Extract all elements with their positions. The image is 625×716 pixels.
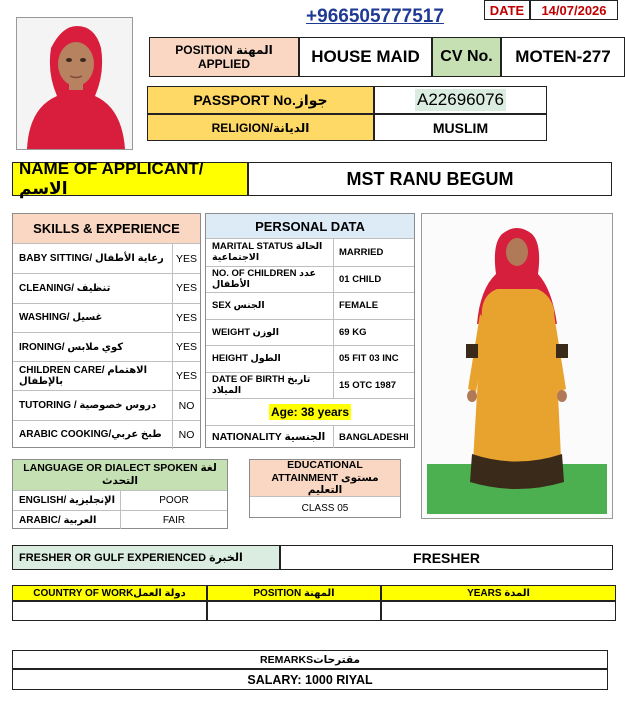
- language-table: [12, 459, 228, 529]
- nationality-row: [206, 425, 414, 448]
- skill-value: YES: [175, 341, 197, 354]
- religion-value: MUSLIM: [374, 114, 547, 141]
- skill-label: TUTORING / دروس خصوصية: [13, 391, 173, 419]
- skill-label: BABY SITTING/ رعاية الأطفال: [13, 244, 173, 273]
- date-value: 14/07/2026: [530, 0, 618, 20]
- personal-label: HEIGHT الطول: [206, 346, 334, 372]
- personal-label: MARITAL STATUS الحالة الاجتماعية: [206, 239, 334, 266]
- skill-value: NO: [178, 428, 195, 441]
- remarks-label: REMARKSمقترحات: [12, 650, 608, 669]
- age-value: Age: 38 years: [270, 405, 350, 419]
- col-years: YEARS المدة: [381, 585, 616, 601]
- cv-label: CV No.: [432, 37, 501, 77]
- applicant-name-label: NAME OF APPLICANT/ الاسم: [12, 162, 248, 196]
- experience-cell-position: [207, 601, 381, 621]
- col-position: POSITION المهنة: [207, 585, 381, 601]
- table-row: [13, 510, 227, 529]
- table-row: [13, 273, 200, 302]
- table-row: [13, 332, 200, 361]
- experience-value: FRESHER: [280, 545, 613, 570]
- skills-rows: [13, 244, 200, 449]
- skill-label: CLEANING/ تنظيف: [13, 274, 173, 302]
- nationality-label: NATIONALITY الجنسية: [206, 426, 334, 448]
- language-value: POOR: [159, 495, 189, 506]
- skill-value: YES: [175, 311, 197, 324]
- col-country: COUNTRY OF WORKدولة العمل: [12, 585, 207, 601]
- date-label: DATE: [484, 0, 530, 20]
- personal-label: DATE OF BIRTH تاريخ الميلاد: [206, 373, 334, 399]
- language-title: LANGUAGE OR DIALECT SPOKEN لغة التحدث: [13, 460, 227, 491]
- personal-rows: [206, 239, 414, 398]
- personal-label: NO. OF CHILDREN عدد الأطفال: [206, 267, 334, 293]
- language-label: ARABIC/ العربية: [13, 511, 121, 529]
- position-label: POSITION المهنة APPLIED: [149, 37, 299, 77]
- passport-label: PASSPORT No.جواز: [147, 86, 374, 114]
- applicant-portrait: [16, 17, 133, 150]
- language-value: FAIR: [162, 514, 186, 526]
- language-rows: [13, 491, 227, 529]
- skills-table: [12, 213, 201, 448]
- skill-label: WASHING/ غسيل: [13, 304, 173, 332]
- table-row: [206, 345, 414, 372]
- table-row: [206, 319, 414, 346]
- skills-title: SKILLS & EXPERIENCE: [13, 214, 200, 244]
- table-row: [13, 491, 227, 510]
- portrait-image: [17, 18, 132, 149]
- skill-value: YES: [175, 370, 197, 383]
- experience-cell-years: [381, 601, 616, 621]
- table-row: [13, 303, 200, 332]
- education-value: CLASS 05: [301, 502, 349, 514]
- personal-value: 01 CHILD: [339, 273, 382, 285]
- full-photo-image: [422, 214, 612, 518]
- experience-label: FRESHER OR GULF EXPERIENCED الخبرة: [12, 545, 280, 570]
- passport-value: [374, 86, 547, 114]
- cv-value: MOTEN-277: [501, 37, 625, 77]
- skill-label: ARABIC COOKING/طبخ عربي: [13, 421, 173, 449]
- skill-label: CHILDREN CARE/ الاهتمام بالإطفال: [13, 362, 173, 390]
- education-title: EDUCATIONAL ATTAINMENT مستوى التعليم: [250, 460, 400, 497]
- table-row: [206, 239, 414, 266]
- skill-value: NO: [178, 399, 195, 412]
- personal-label: SEX الجنس: [206, 293, 334, 319]
- table-row: [206, 266, 414, 293]
- education-table: [249, 459, 401, 518]
- personal-value: 05 FIT 03 INC: [339, 353, 399, 365]
- phone-number: +966505777517: [306, 6, 444, 27]
- position-value: HOUSE MAID: [299, 37, 432, 77]
- remarks-value: SALARY: 1000 RIYAL: [12, 669, 608, 690]
- age-row: [206, 398, 414, 425]
- table-row: [13, 420, 200, 449]
- personal-value: MARRIED: [339, 246, 384, 258]
- religion-label: RELIGION/الديانة: [147, 114, 374, 141]
- nationality-value: BANGLADESHI: [339, 431, 409, 443]
- table-row: [13, 390, 200, 419]
- personal-value: FEMALE: [339, 300, 379, 312]
- language-label: ENGLISH/ الإنجليزية: [13, 491, 121, 510]
- applicant-full-photo: [421, 213, 613, 519]
- table-row: [13, 244, 200, 273]
- personal-label: WEIGHT الوزن: [206, 320, 334, 346]
- skill-value: YES: [175, 282, 197, 295]
- table-row: [206, 372, 414, 399]
- experience-cell-country: [12, 601, 207, 621]
- table-row: [206, 292, 414, 319]
- personal-value: 69 KG: [339, 326, 367, 338]
- skill-label: IRONING/ كوي ملابس: [13, 333, 173, 361]
- personal-title: PERSONAL DATA: [206, 214, 414, 239]
- passport-number: A22696076: [417, 90, 504, 109]
- personal-data-table: [205, 213, 415, 448]
- applicant-name-value: MST RANU BEGUM: [248, 162, 612, 196]
- table-row: [13, 361, 200, 390]
- personal-value: 15 OTC 1987: [339, 379, 397, 391]
- skill-value: YES: [175, 252, 197, 265]
